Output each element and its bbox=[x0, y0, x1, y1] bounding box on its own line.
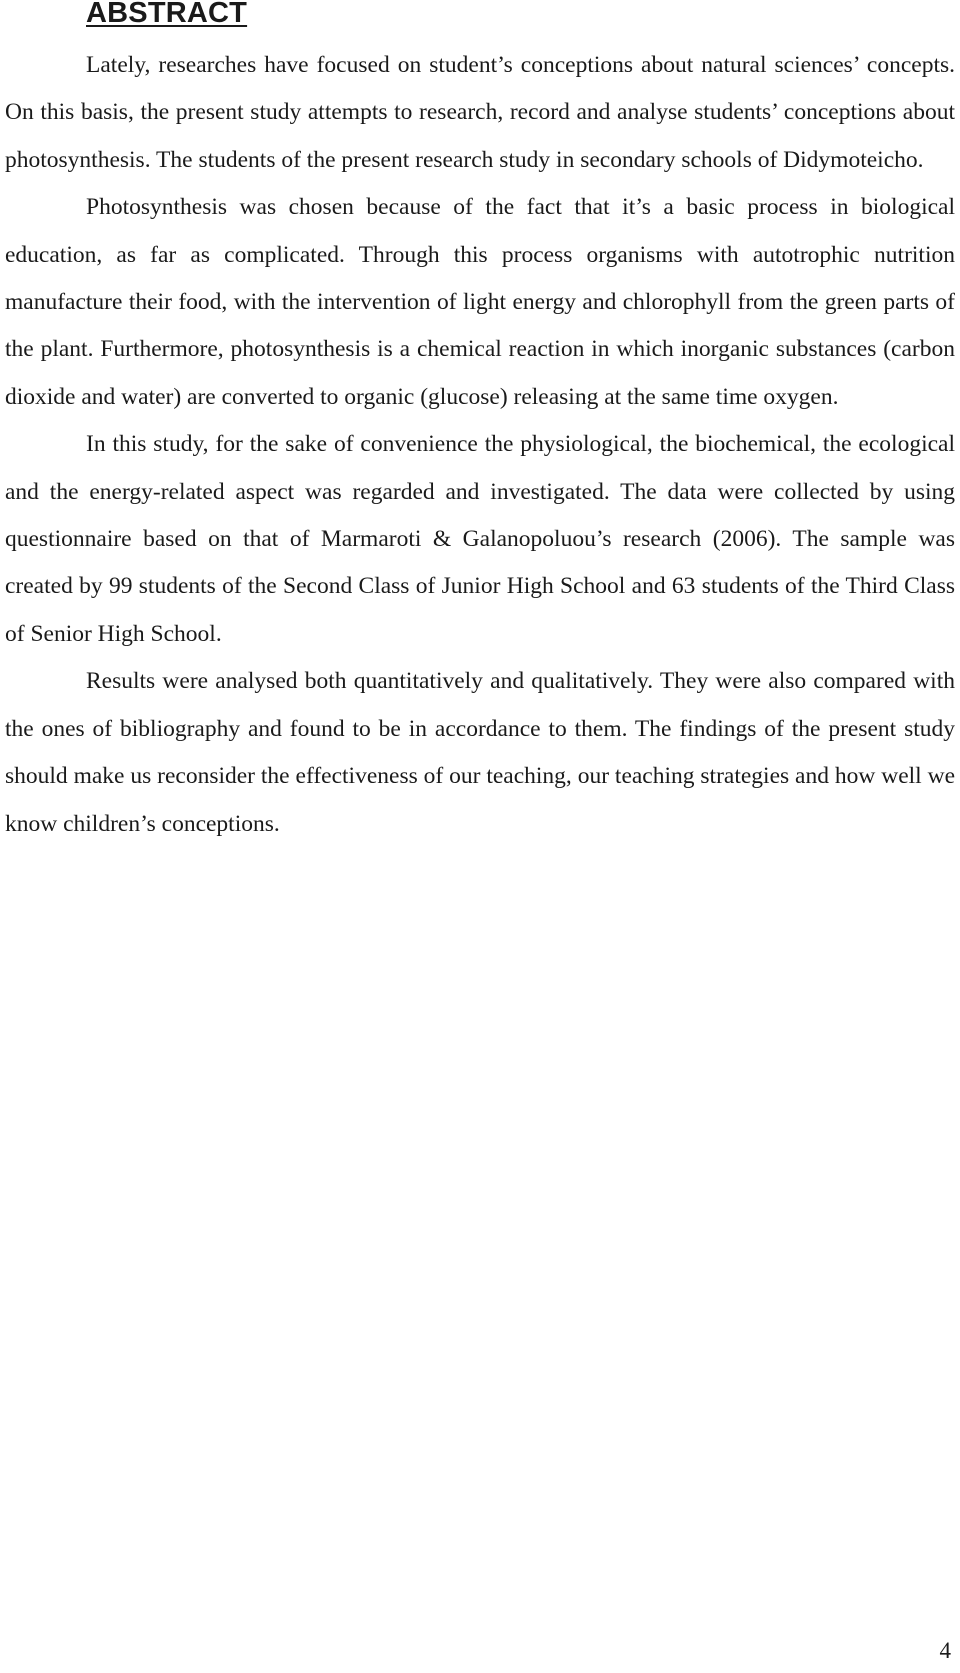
abstract-body bbox=[5, 42, 955, 848]
page-number: 4 bbox=[939, 1638, 951, 1663]
section-heading: ABSTRACT bbox=[86, 0, 248, 29]
paragraph-2: Photosynthesis was chosen because of the fact that it’s a basic process in biological education, as far as complicated. Through this process organisms with autotrophic nutrition manufacture their food, with the intervention of light energy and chlorophyll from the green parts of the plant. Furthermore, photosynthesis is a chemical reaction in which inorganic substances (carbon dioxide and water) are converted to organic (glucose) releasing at the same time oxygen. bbox=[5, 194, 955, 410]
paragraph-4: Results were analysed both quantitatively and qualitatively. They were also compared with the ones of bibliography and found to be in accordance to them. The findings of the present study should make us reconsider the effectiveness of our teaching, our teaching strategies and how well we know children’s conceptions. bbox=[5, 668, 955, 837]
paragraph-3: In this study, for the sake of convenience the physiological, the biochemical, the ecological and the energy-related aspect was regarded and investigated. The data were collected by using questionnaire based on that of Marmaroti & Galanopoluou’s research (2006). The sample was created by 99 students of the Second Class of Junior High School and 63 students of the Third Class of Senior High School. bbox=[5, 431, 955, 647]
paragraph-1: Lately, researches have focused on student’s conceptions about natural sciences’ concepts. On this basis, the present study attempts to research, record and analyse students’ conceptions about photosynthesis. The students of the present research study in secondary schools of Didymoteicho. bbox=[5, 52, 955, 173]
